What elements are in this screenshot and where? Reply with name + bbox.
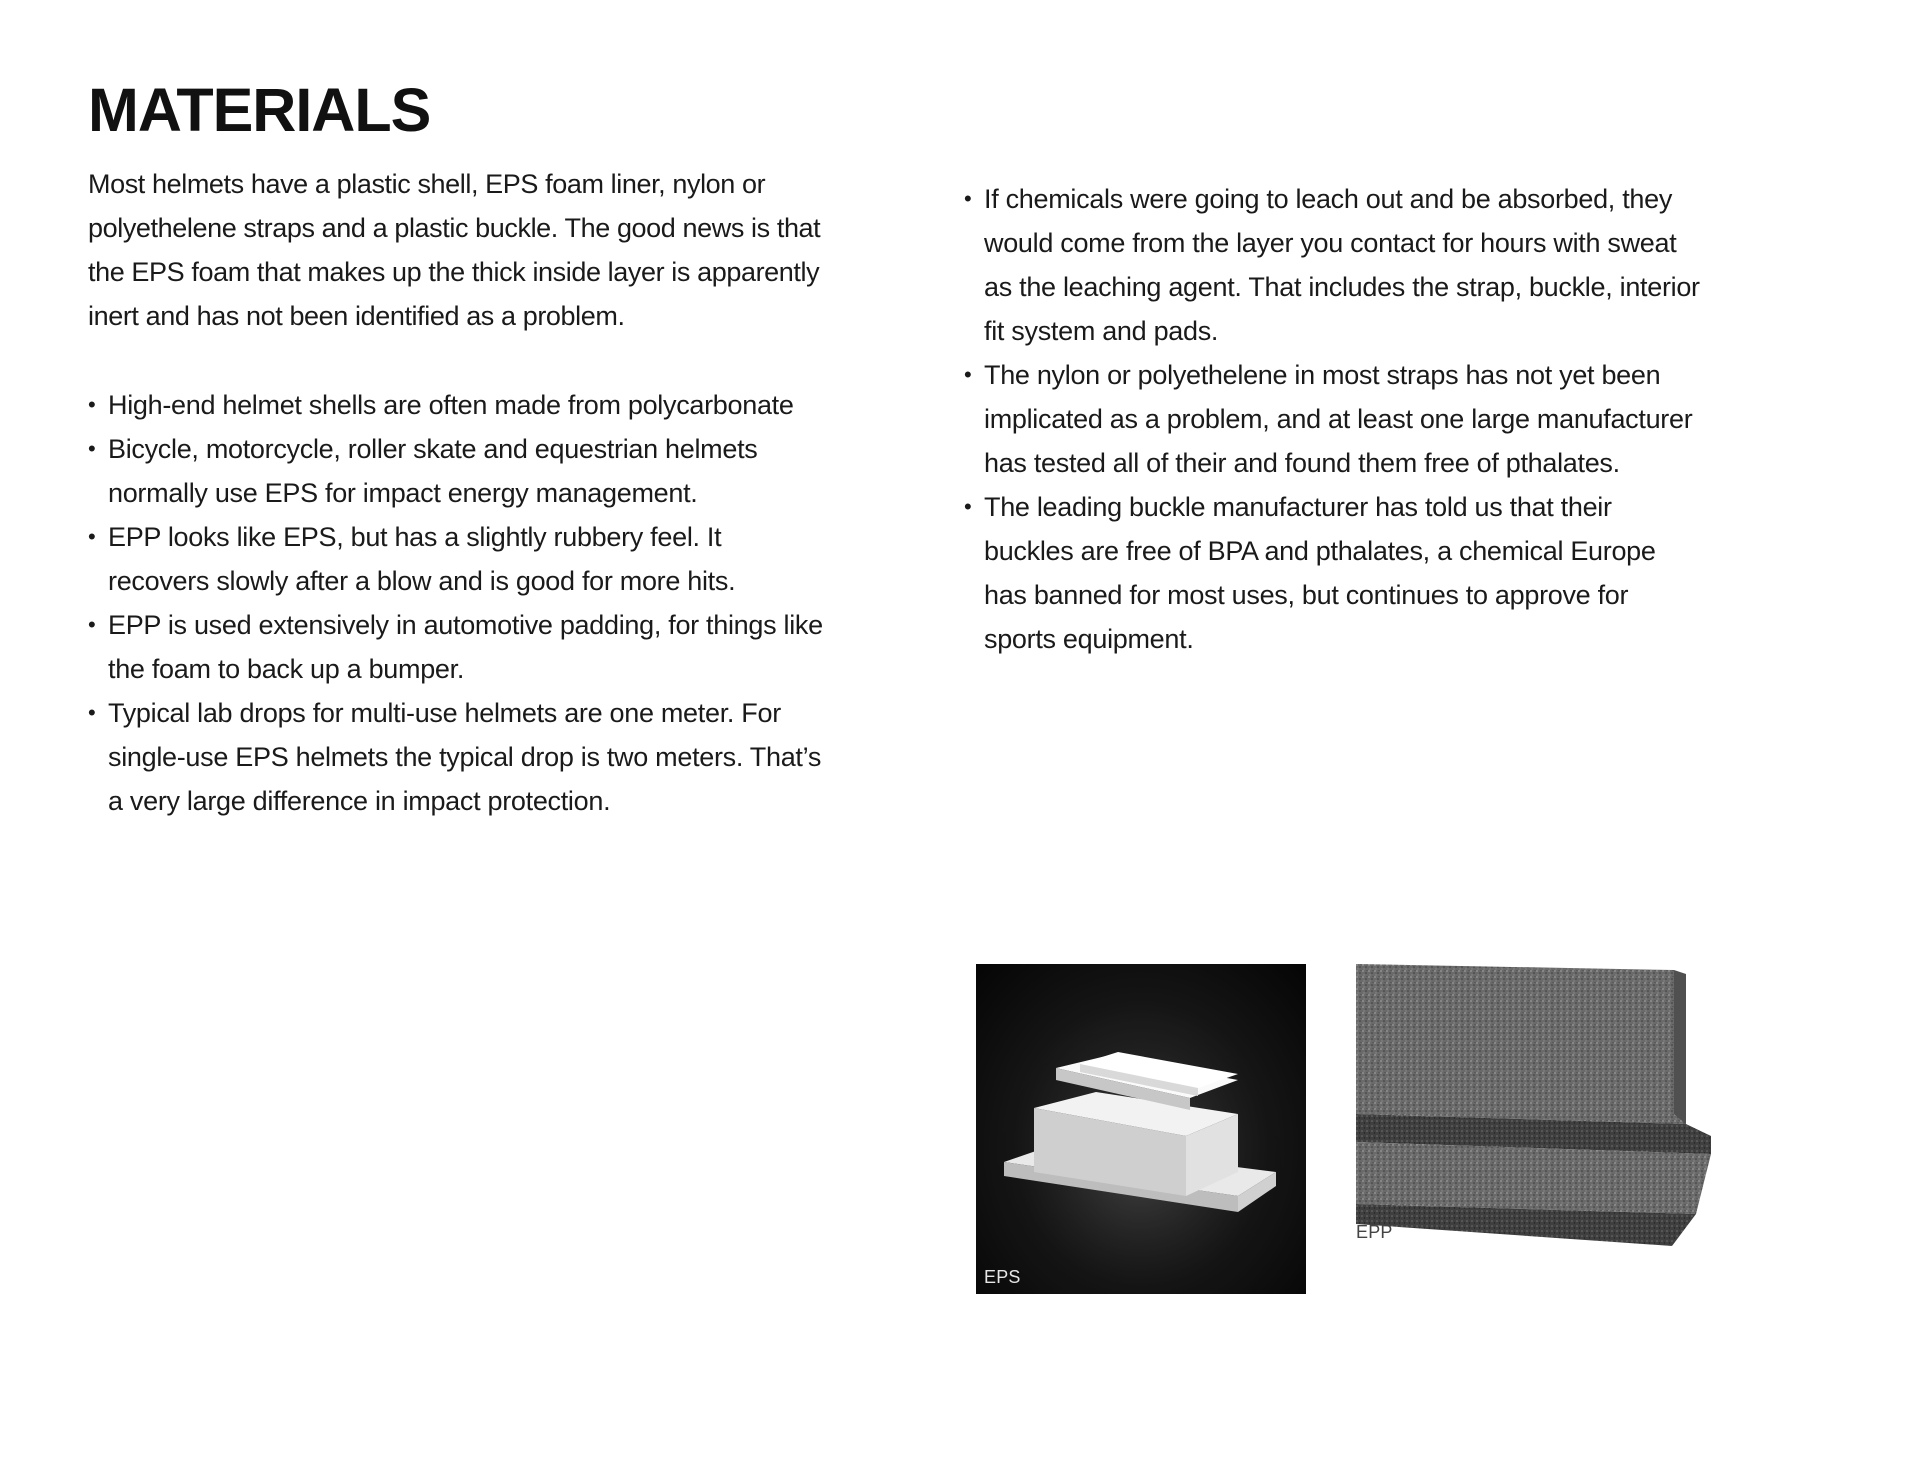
list-item	[964, 485, 1704, 661]
eps-foam-blocks-icon	[976, 964, 1306, 1294]
list-item	[964, 353, 1704, 485]
list-item	[88, 383, 828, 427]
bullet-marker: •	[964, 186, 972, 211]
bullet-marker: •	[88, 436, 96, 461]
right-bullet-list	[964, 177, 1704, 661]
eps-foam-photo	[976, 964, 1306, 1294]
epp-foam-sheets-icon	[1356, 964, 1711, 1254]
epp-caption: EPP	[1356, 1222, 1393, 1242]
list-item	[88, 603, 828, 691]
list-item	[88, 515, 828, 603]
list-item	[964, 177, 1704, 353]
intro-paragraph: Most helmets have a plastic shell, EPS foam liner, nylon or polyethelene straps and a plastic buckle. The good news is that the EPS foam that makes up the thick inside layer is apparently inert and has not been identified as a problem.	[88, 169, 821, 331]
list-item	[88, 691, 828, 823]
left-bullet-list	[88, 383, 828, 823]
epp-foam-photo	[1356, 964, 1711, 1254]
bullet-text: The nylon or polyethelene in most straps has not yet been implicated as a problem, and at least one large manufacturer has tested all of their and found them free of pthalates.	[984, 360, 1693, 478]
bullet-text: If chemicals were going to leach out and be absorbed, they would come from the layer you contact for hours with sweat as the leaching agent. That includes the strap, buckle, interior fit system and pads.	[984, 184, 1700, 346]
bullet-marker: •	[964, 362, 972, 387]
bullet-marker: •	[964, 494, 972, 519]
bullet-marker: •	[88, 524, 96, 549]
bullet-text: The leading buckle manufacturer has told us that their buckles are free of BPA and pthalates, a chemical Europe has banned for most uses, but continues to approve for sports equipment.	[984, 492, 1656, 654]
list-item	[88, 427, 828, 515]
page-title: MATERIALS	[88, 76, 431, 144]
bullet-text: Bicycle, motorcycle, roller skate and equestrian helmets normally use EPS for impact energy management.	[108, 434, 758, 508]
eps-caption: EPS	[984, 1267, 1021, 1287]
bullet-marker: •	[88, 700, 96, 725]
bullet-text: High-end helmet shells are often made from polycarbonate	[108, 390, 794, 420]
bullet-text: EPP is used extensively in automotive padding, for things like the foam to back up a bumper.	[108, 610, 823, 684]
bullet-text: Typical lab drops for multi-use helmets are one meter. For single-use EPS helmets the typical drop is two meters. That’s a very large difference in impact protection.	[108, 698, 822, 816]
bullet-marker: •	[88, 612, 96, 637]
bullet-text: EPP looks like EPS, but has a slightly rubbery feel. It recovers slowly after a blow and is good for more hits.	[108, 522, 736, 596]
bullet-marker: •	[88, 392, 96, 417]
